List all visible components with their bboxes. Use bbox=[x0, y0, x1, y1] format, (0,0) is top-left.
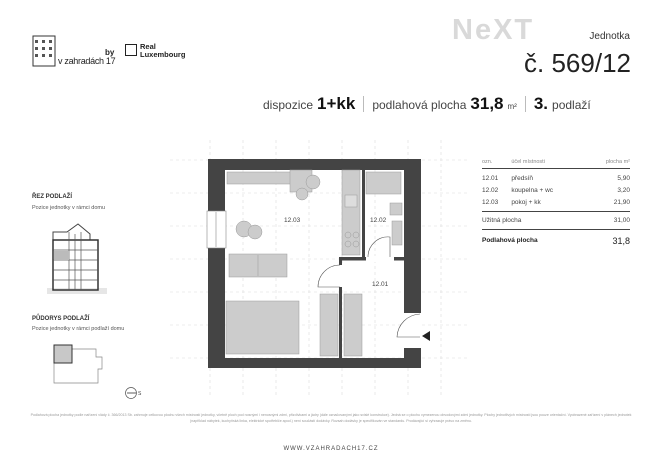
usable-label: Užitná plocha bbox=[482, 211, 586, 229]
col-id: ozn. bbox=[482, 156, 511, 168]
room-label-12-03: 12.03 bbox=[284, 217, 301, 224]
developer-line2: Luxembourg bbox=[140, 50, 186, 59]
unit-label: Jednotka bbox=[589, 31, 630, 42]
website-link[interactable]: WWW.VZAHRADACH17.CZ bbox=[283, 446, 379, 452]
room-area: 21,90 bbox=[586, 196, 630, 211]
room-id: 12.01 bbox=[482, 174, 499, 182]
room-area: 5,90 bbox=[617, 174, 630, 182]
floor-area-value: 31,8 bbox=[470, 94, 504, 113]
section-subtitle: Pozice jednotky v rámci domu bbox=[32, 205, 106, 211]
room-label-12-02: 12.02 bbox=[370, 217, 387, 224]
room-id: 12.02 bbox=[482, 186, 499, 194]
compass-label: S bbox=[138, 391, 142, 397]
disposition-label: dispozice bbox=[263, 98, 314, 112]
disposition-value: 1+kk bbox=[317, 94, 356, 113]
floor-label: podlaží bbox=[552, 98, 591, 112]
floor-area-unit: m² bbox=[507, 102, 517, 111]
total-value: 31,8 bbox=[612, 235, 630, 246]
brand-logo: NeXT bbox=[452, 14, 535, 46]
project-name: v zahradách 17 bbox=[58, 56, 116, 66]
room-area: 3,20 bbox=[617, 186, 630, 194]
entrance-arrow-icon bbox=[422, 331, 430, 341]
room-name: pokoj + kk bbox=[511, 196, 586, 211]
furniture bbox=[226, 170, 402, 356]
room-name: koupelna + wc bbox=[511, 186, 554, 194]
total-label: Podlahová plocha bbox=[482, 237, 538, 244]
window bbox=[207, 211, 226, 248]
room-label-12-01: 12.01 bbox=[372, 281, 389, 288]
floorplan-mini-subtitle: Pozice jednotky v rámci podlaží domu bbox=[32, 326, 125, 332]
room-name: předsíň bbox=[511, 174, 533, 182]
room-id: 12.03 bbox=[482, 196, 511, 211]
floorplan-mini-title: PŮDORYS PODLAŽÍ bbox=[32, 316, 90, 322]
col-name: účel místnosti bbox=[511, 156, 586, 168]
unit-number: č. 569/12 bbox=[524, 48, 631, 78]
col-area: plocha m² bbox=[586, 156, 630, 168]
developer-line1: Real bbox=[140, 42, 156, 51]
entrance-opening bbox=[403, 313, 422, 348]
disclaimer: Podlahová plocha jednotky podle nařízení vlády č. 366/2013 Sb. zahrnuje celkovou plochu všech místností jednotky, včetně ploch pod nosnými i nenosnými zdmi, přizdívkami a jádry (dále označovanými jako svislé konstrukce). Jedná se o plochu vymezenou obvodovými zdmi jednotky. Plochy jednotlivých místností jsou pouze orientační. Vyobrazené zařízení v plánech jednotek (například nábytek, kuchyňská linka, elektrické spotřebiče apod.) není součástí dodávky. Rozsah dodávky je specifikován ve standardu. Prodávající si vyhrazuje právo na změnu. bbox=[30, 413, 632, 423]
by-label: by bbox=[105, 48, 115, 57]
floor-number: 3. bbox=[533, 94, 549, 113]
usable-value: 31,00 bbox=[586, 211, 630, 229]
section-title: ŘEZ PODLAŽÍ bbox=[32, 194, 72, 200]
floor-area-label: podlahová plocha bbox=[372, 98, 467, 112]
